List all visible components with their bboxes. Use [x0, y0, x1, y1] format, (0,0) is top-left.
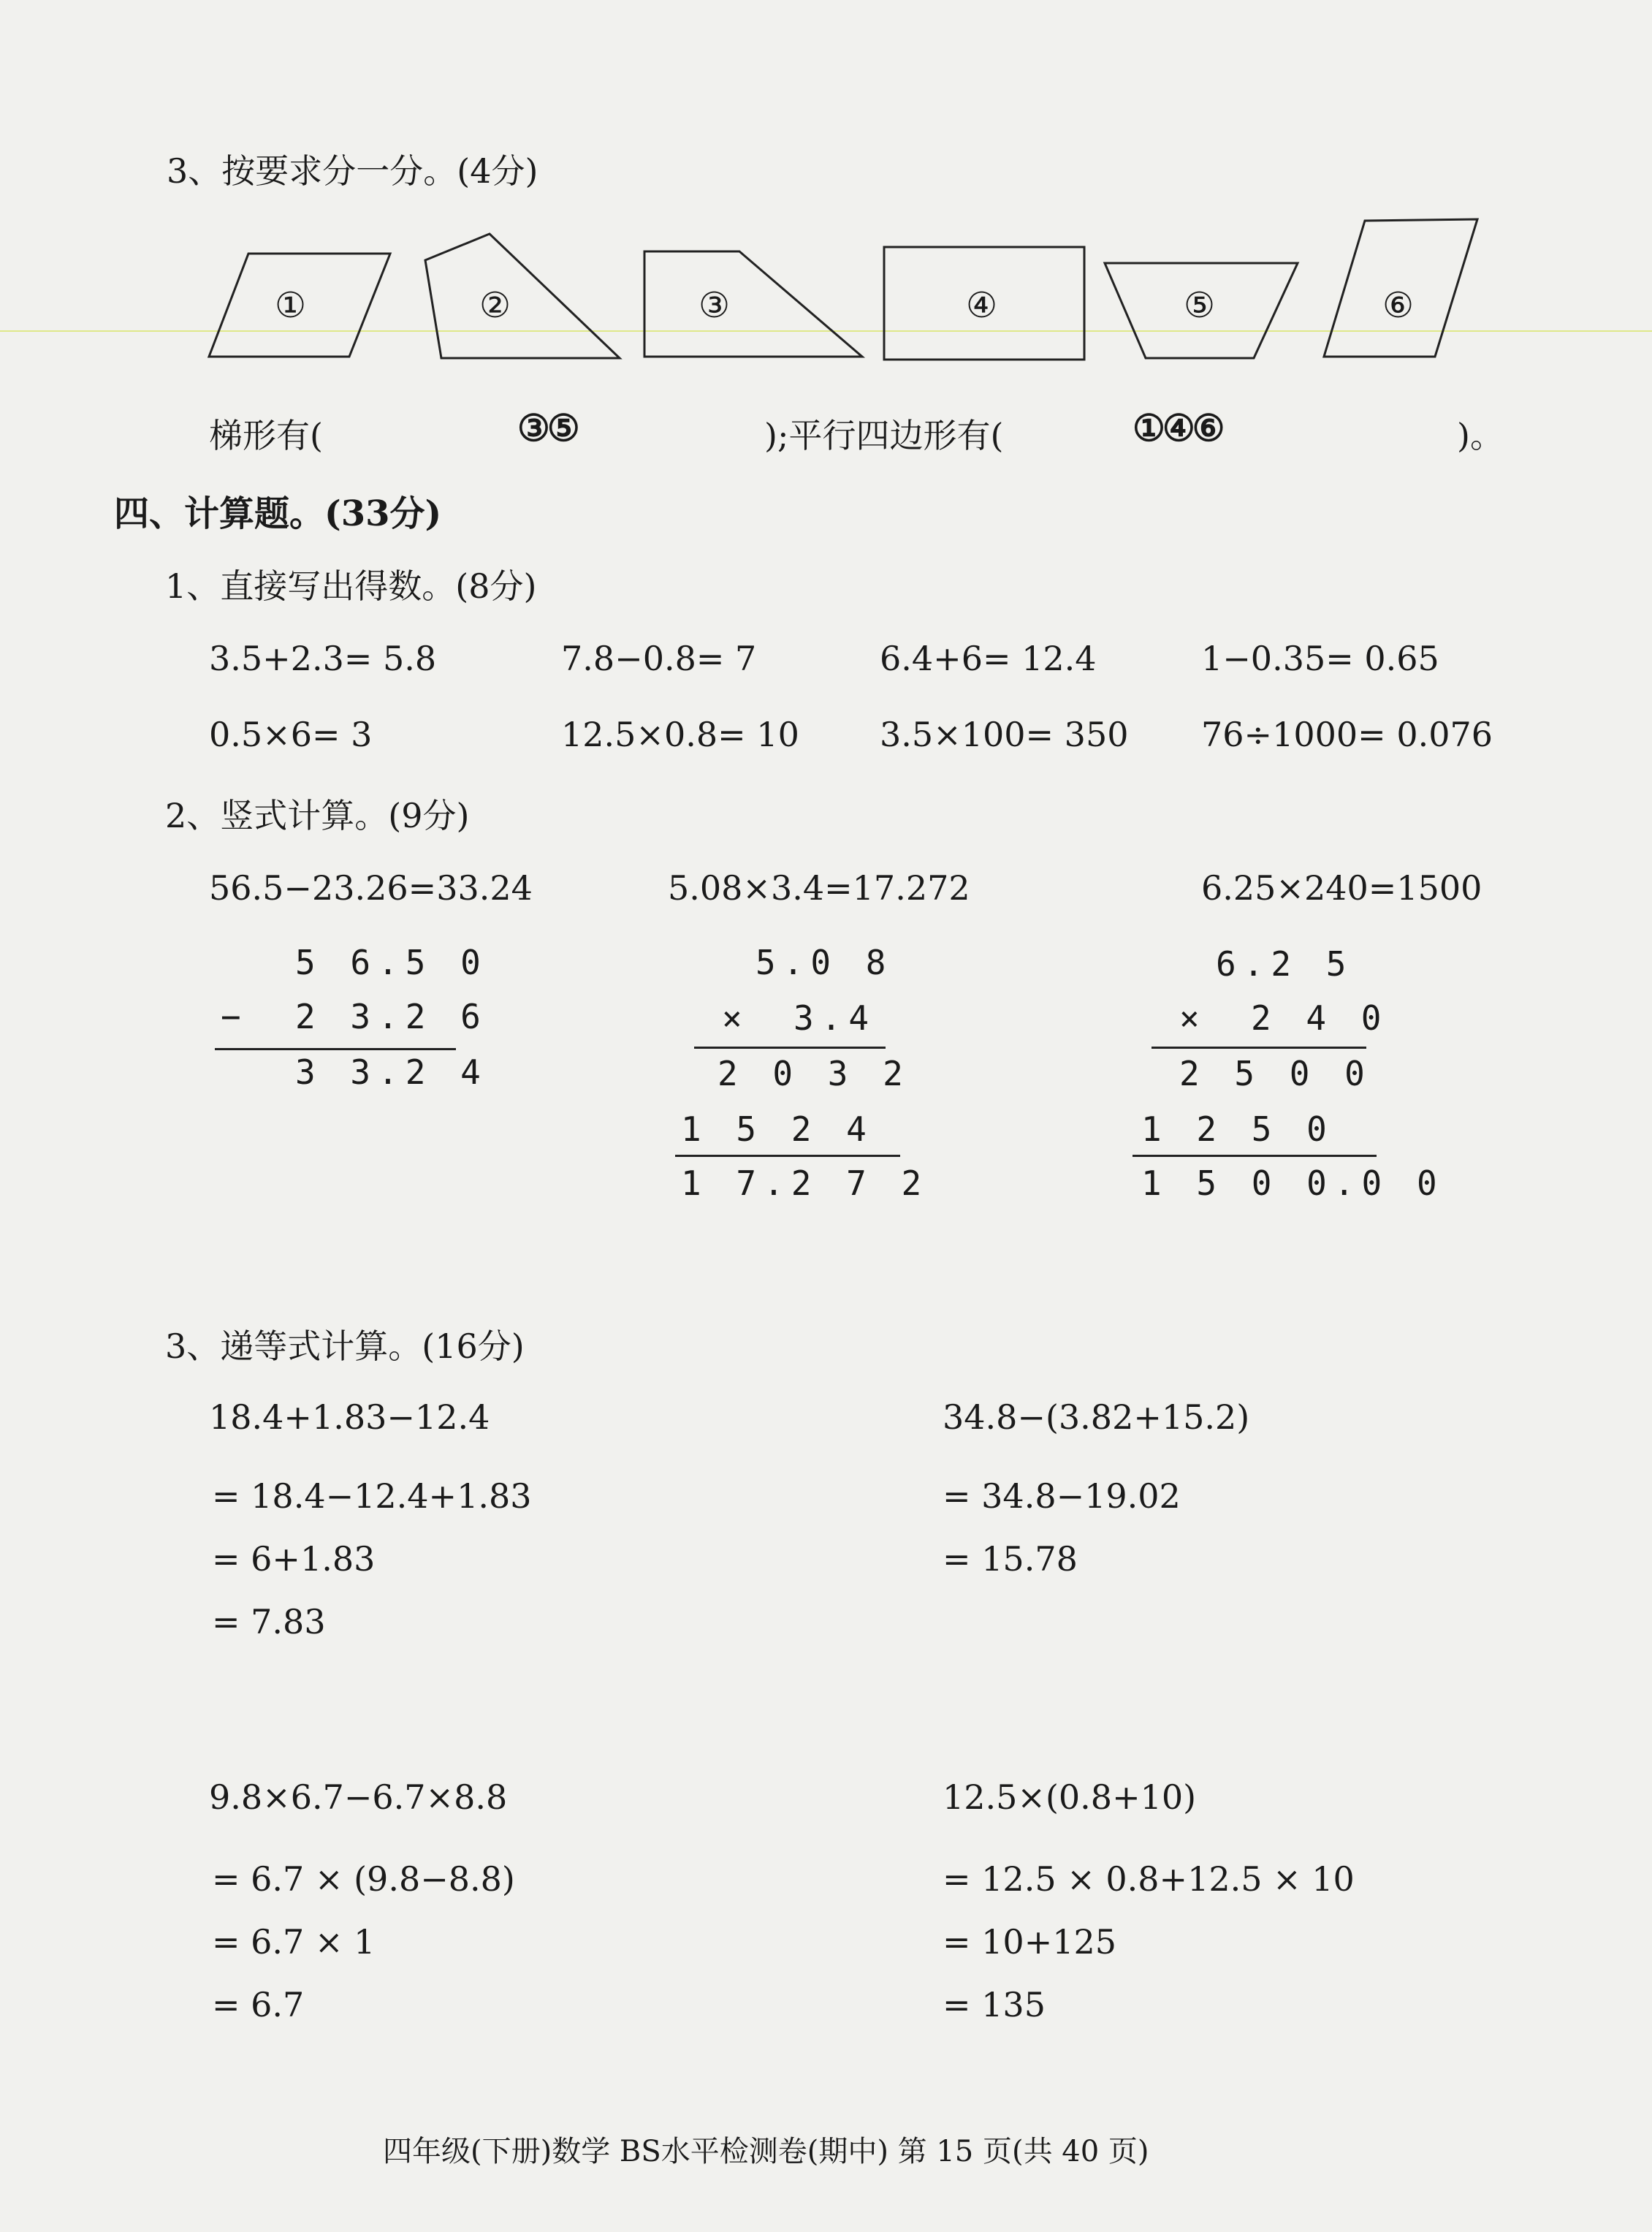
v3-row-2: 2 4 0	[1251, 998, 1389, 1038]
shape-label-1: ①	[275, 285, 307, 326]
step-calc-1-expr: 18.4+1.83−12.4	[209, 1397, 490, 1437]
oral-item-3: 6.4+6= 12.4	[880, 639, 1097, 678]
step-calc-1-step-3: = 7.83	[212, 1602, 326, 1641]
step-calc-4-expr: 12.5×(0.8+10)	[943, 1777, 1197, 1817]
step-calc-2-step-2: = 15.78	[943, 1539, 1078, 1579]
v2-partial-1: 2 0 3 2	[717, 1054, 910, 1093]
oral-item-8: 76÷1000= 0.076	[1201, 715, 1493, 754]
vertical-eq-2: 5.08×3.4=17.272	[668, 868, 970, 908]
shape-label-4: ④	[966, 285, 998, 326]
parallelogram-answer: ①④⑥	[1133, 406, 1222, 449]
v2-rule-2	[675, 1155, 900, 1157]
step-calc-3-step-2: = 6.7 × 1	[212, 1922, 376, 1962]
oral-item-6: 12.5×0.8= 10	[561, 715, 799, 754]
v1-operator: −	[221, 997, 248, 1036]
v3-rule-2	[1133, 1155, 1377, 1157]
part3-title: 3、递等式计算。(16分)	[165, 1326, 525, 1366]
section4-title: 四、计算题。(33分)	[114, 493, 442, 534]
shapes-figure	[0, 0, 1652, 409]
part2-title: 2、竖式计算。(9分)	[165, 796, 470, 835]
step-calc-3-expr: 9.8×6.7−6.7×8.8	[209, 1777, 508, 1817]
oral-item-4: 1−0.35= 0.65	[1201, 639, 1439, 678]
vertical-eq-1: 56.5−23.26=33.24	[209, 868, 533, 908]
shape-label-3: ③	[699, 285, 731, 326]
shape-label-5: ⑤	[1184, 285, 1216, 326]
v1-rule	[215, 1048, 456, 1050]
step-calc-2-expr: 34.8−(3.82+15.2)	[943, 1397, 1250, 1437]
shape-label-2: ②	[479, 285, 511, 326]
q3-end: )。	[1457, 416, 1504, 455]
v2-result: 1 7.2 7 2	[681, 1164, 929, 1203]
v3-partial-1: 2 5 0 0	[1179, 1054, 1372, 1093]
step-calc-3-step-3: = 6.7	[212, 1985, 305, 2024]
v1-row-2: 2 3.2 6	[295, 997, 488, 1036]
step-calc-1-step-1: = 18.4−12.4+1.83	[212, 1476, 532, 1516]
v2-operator: ×	[722, 998, 750, 1038]
page-footer: 四年级(下册)数学 BS水平检测卷(期中) 第 15 页(共 40 页)	[383, 2135, 1149, 2168]
part1-title: 1、直接写出得数。(8分)	[165, 566, 537, 606]
oral-item-2: 7.8−0.8= 7	[561, 639, 757, 678]
shape-label-6: ⑥	[1382, 285, 1415, 326]
step-calc-1-step-2: = 6+1.83	[212, 1539, 376, 1579]
v3-result: 1 5 0 0.0 0	[1141, 1164, 1444, 1203]
step-calc-4-step-2: = 10+125	[943, 1922, 1117, 1962]
trapezoid-answer: ③⑤	[517, 406, 577, 449]
v2-partial-2: 1 5 2 4	[681, 1109, 874, 1149]
v2-row-2: 3.4	[793, 998, 877, 1038]
parallelogram-prefix: );平行四边形有(	[764, 416, 1004, 455]
shape-3-trapezoid	[644, 251, 862, 357]
v3-partial-2: 1 2 5 0	[1141, 1109, 1334, 1149]
step-calc-2-step-1: = 34.8−19.02	[943, 1476, 1181, 1516]
oral-item-7: 3.5×100= 350	[880, 715, 1129, 754]
v2-rule-1	[694, 1047, 886, 1049]
v3-operator: ×	[1179, 998, 1207, 1038]
oral-item-1: 3.5+2.3= 5.8	[209, 639, 437, 678]
v3-row-1: 6.2 5	[1216, 944, 1354, 984]
q3-title: 3、按要求分一分。(4分)	[167, 151, 538, 191]
trapezoid-prefix: 梯形有(	[209, 416, 323, 455]
oral-item-5: 0.5×6= 3	[209, 715, 373, 754]
v2-row-1: 5.0 8	[755, 943, 894, 982]
v1-row-1: 5 6.5 0	[295, 943, 488, 982]
vertical-eq-3: 6.25×240=1500	[1201, 868, 1482, 908]
step-calc-3-step-1: = 6.7 × (9.8−8.8)	[212, 1859, 515, 1899]
shape-2-trapezoid	[425, 234, 620, 358]
v1-result: 3 3.2 4	[295, 1052, 488, 1092]
v3-rule-1	[1152, 1047, 1366, 1049]
step-calc-4-step-3: = 135	[943, 1985, 1046, 2024]
step-calc-4-step-1: = 12.5 × 0.8+12.5 × 10	[943, 1859, 1355, 1899]
